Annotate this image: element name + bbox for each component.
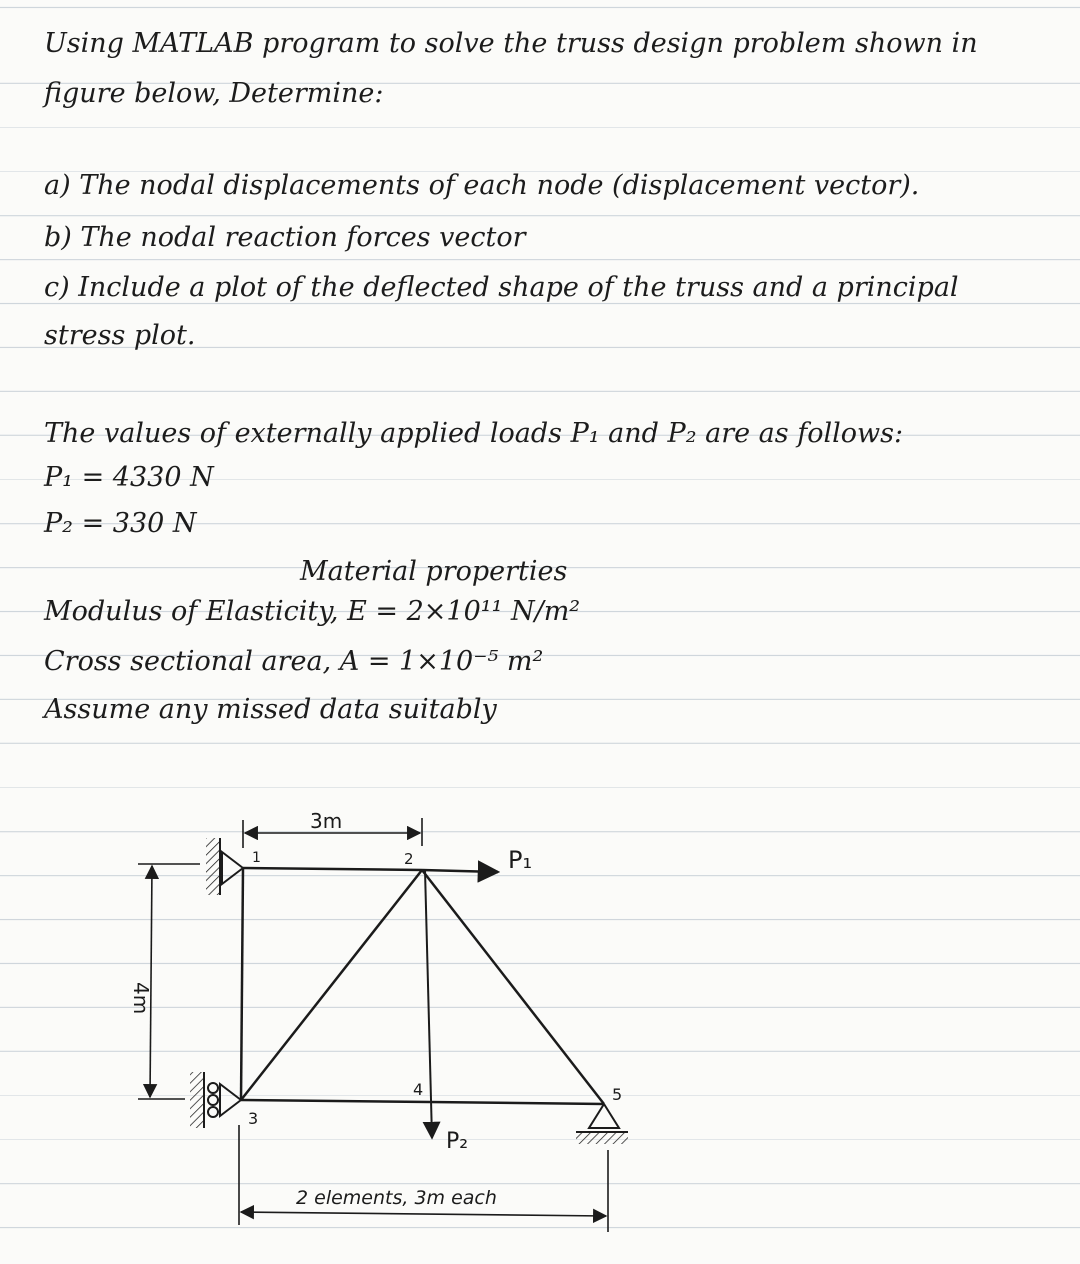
label-p1: P₁ <box>508 846 533 874</box>
intro-line-1: Using MATLAB program to solve the truss design problem shown in <box>44 28 978 59</box>
cross-sectional-area: Cross sectional area, A = 1×10⁻⁵ m² <box>44 646 544 677</box>
load-p1-value: P₁ = 4330 N <box>44 462 214 493</box>
load-p2-arrow <box>425 870 432 1138</box>
task-c-line-1: c) Include a plot of the deflected shape of the truss and a principal <box>44 272 959 303</box>
label-p2: P₂ <box>446 1129 469 1154</box>
support-node-1 <box>206 838 243 895</box>
intro-line-2: figure below, Determine: <box>44 78 384 109</box>
modulus-of-elasticity: Modulus of Elasticity, E = 2×10¹¹ N/m² <box>44 596 581 627</box>
dimension-top-label: 3m <box>310 809 343 833</box>
node-label-5: 5 <box>612 1085 623 1104</box>
node-label-2: 2 <box>404 850 414 868</box>
support-node-3 <box>190 1072 241 1128</box>
task-a: a) The nodal displacements of each node (displacement vector). <box>44 170 920 201</box>
truss-members <box>241 868 604 1104</box>
member-1-2 <box>243 868 422 870</box>
assumption-note: Assume any missed data suitably <box>44 694 497 725</box>
node-label-1: 1 <box>252 850 261 866</box>
member-3-4 <box>241 1100 430 1102</box>
member-4-5 <box>430 1102 604 1104</box>
material-heading: Material properties <box>300 556 568 587</box>
node-label-4: 4 <box>413 1080 424 1099</box>
member-1-3 <box>241 868 243 1100</box>
task-c-line-2: stress plot. <box>44 320 196 351</box>
dimension-bottom-label: 2 elements, 3m each <box>296 1187 497 1209</box>
task-b: b) The nodal reaction forces vector <box>44 222 526 253</box>
node-label-3: 3 <box>248 1109 259 1128</box>
load-p2-value: P₂ = 330 N <box>44 508 197 539</box>
load-p1-arrow <box>422 870 498 872</box>
member-3-2 <box>241 870 422 1100</box>
dimension-height-label: 4m <box>129 982 153 1015</box>
member-2-5 <box>422 870 604 1104</box>
loads-intro: The values of externally applied loads P₁ and P₂ are as follows: <box>44 418 904 449</box>
support-node-5 <box>576 1104 628 1144</box>
